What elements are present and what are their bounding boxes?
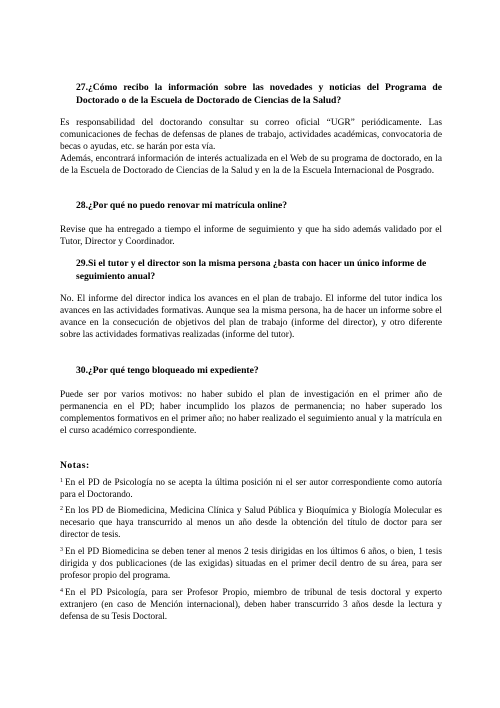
footnote-mark: 1 (60, 478, 63, 484)
footnote-1 (60, 476, 442, 500)
footnote-text: En el PD Biomedicina se deben tener al menos 2 tesis dirigidas en los últimos 6 años, o bien, 1 tesis dirigida y dos publicaciones (de las exigidas) situadas en el primer decil dentro de su área, para ser profesor propio del programa. (60, 546, 442, 581)
question-text: ¿Por qué no puedo renovar mi matrícula online? (88, 200, 288, 211)
footnote-3 (60, 545, 442, 581)
footnote-4 (60, 586, 442, 622)
answer-27 (60, 117, 442, 177)
question-text: ¿Por qué tengo bloqueado mi expediente? (88, 365, 259, 376)
question-text: ¿Cómo recibo la información sobre las novedades y noticias del Programa de Doctorado o de la Escuela de Doctorado de Ciencias de la Salud? (76, 82, 442, 106)
question-30-heading (76, 365, 442, 378)
question-text: Si el tutor y el director son la misma persona ¿basta con hacer un único informe de seguimiento anual? (76, 258, 427, 282)
answer-29 (60, 293, 442, 341)
footnote-mark: 3 (60, 547, 63, 553)
answer-28 (60, 224, 442, 248)
answer-paragraph: Puede ser por varios motivos: no haber subido el plan de investigación en el primer año de permanencia en el PD; haber incumplido los plazos de permanencia; no haber superado los complementos formativos en el primer año; no haber realizado el seguimiento anual y la matrícula en el curso académico correspondiente. (60, 390, 442, 437)
footnote-text: En los PD de Biomedicina, Medicina Clínica y Salud Pública y Bioquímica y Biología Molecular es necesario que haya transcurrido al menos un año desde la obtención del título de doctor para ser director de tesis. (60, 505, 442, 540)
question-number: 29. (76, 258, 88, 269)
footnote-2 (60, 504, 442, 540)
footnote-text: En el PD de Psicología no se acepta la última posición ni el ser autor correspondiente como autoría para el Doctorando. (60, 477, 442, 500)
answer-30 (60, 389, 442, 437)
footnote-mark: 4 (60, 588, 63, 594)
notes-title: Notas: (60, 460, 90, 471)
question-number: 28. (76, 200, 88, 211)
answer-paragraph: No. El informe del director indica los avances en el plan de trabajo. El informe del tutor indica los avances en las actividades formativas. Aunque sea la misma persona, ha de hacer un informe sobre el avance en la consecución de objetivos del plan de trabajo (informe del director), y otro diferente sobre las actividades formativas realizadas (informe del tutor). (60, 294, 442, 341)
footnote-mark: 2 (60, 506, 63, 512)
footnote-text: En el PD Psicología, para ser Profesor Propio, miembro de tribunal de tesis doctoral y experto extranjero (en caso de Mención internacional), deben haber transcurrido 3 años desde la lectura y defensa de su Tesis Doctoral. (60, 587, 442, 622)
answer-paragraph: Además, encontrará información de interés actualizada en el Web de su programa de doctorado, en la de la Escuela de Doctorado de Ciencias de la Salud y en la de la Escuela Internacional de Posgrado. (60, 154, 442, 177)
question-number: 27. (76, 82, 88, 93)
answer-paragraph: Revise que ha entregado a tiempo el informe de seguimiento y que ha sido además validado por el Tutor, Director y Coordinador. (60, 225, 442, 248)
answer-paragraph: Es responsabilidad del doctorando consultar su correo oficial “UGR” periódicamente. Las comunicaciones de fechas de defensas de planes de trabajo, actividades académicas, convocatoria de becas o ayudas, etc. se harán por esta vía. (60, 118, 442, 153)
question-29-heading (76, 258, 442, 283)
question-27-heading (76, 82, 442, 107)
question-28-heading (76, 200, 442, 213)
question-number: 30. (76, 365, 88, 376)
